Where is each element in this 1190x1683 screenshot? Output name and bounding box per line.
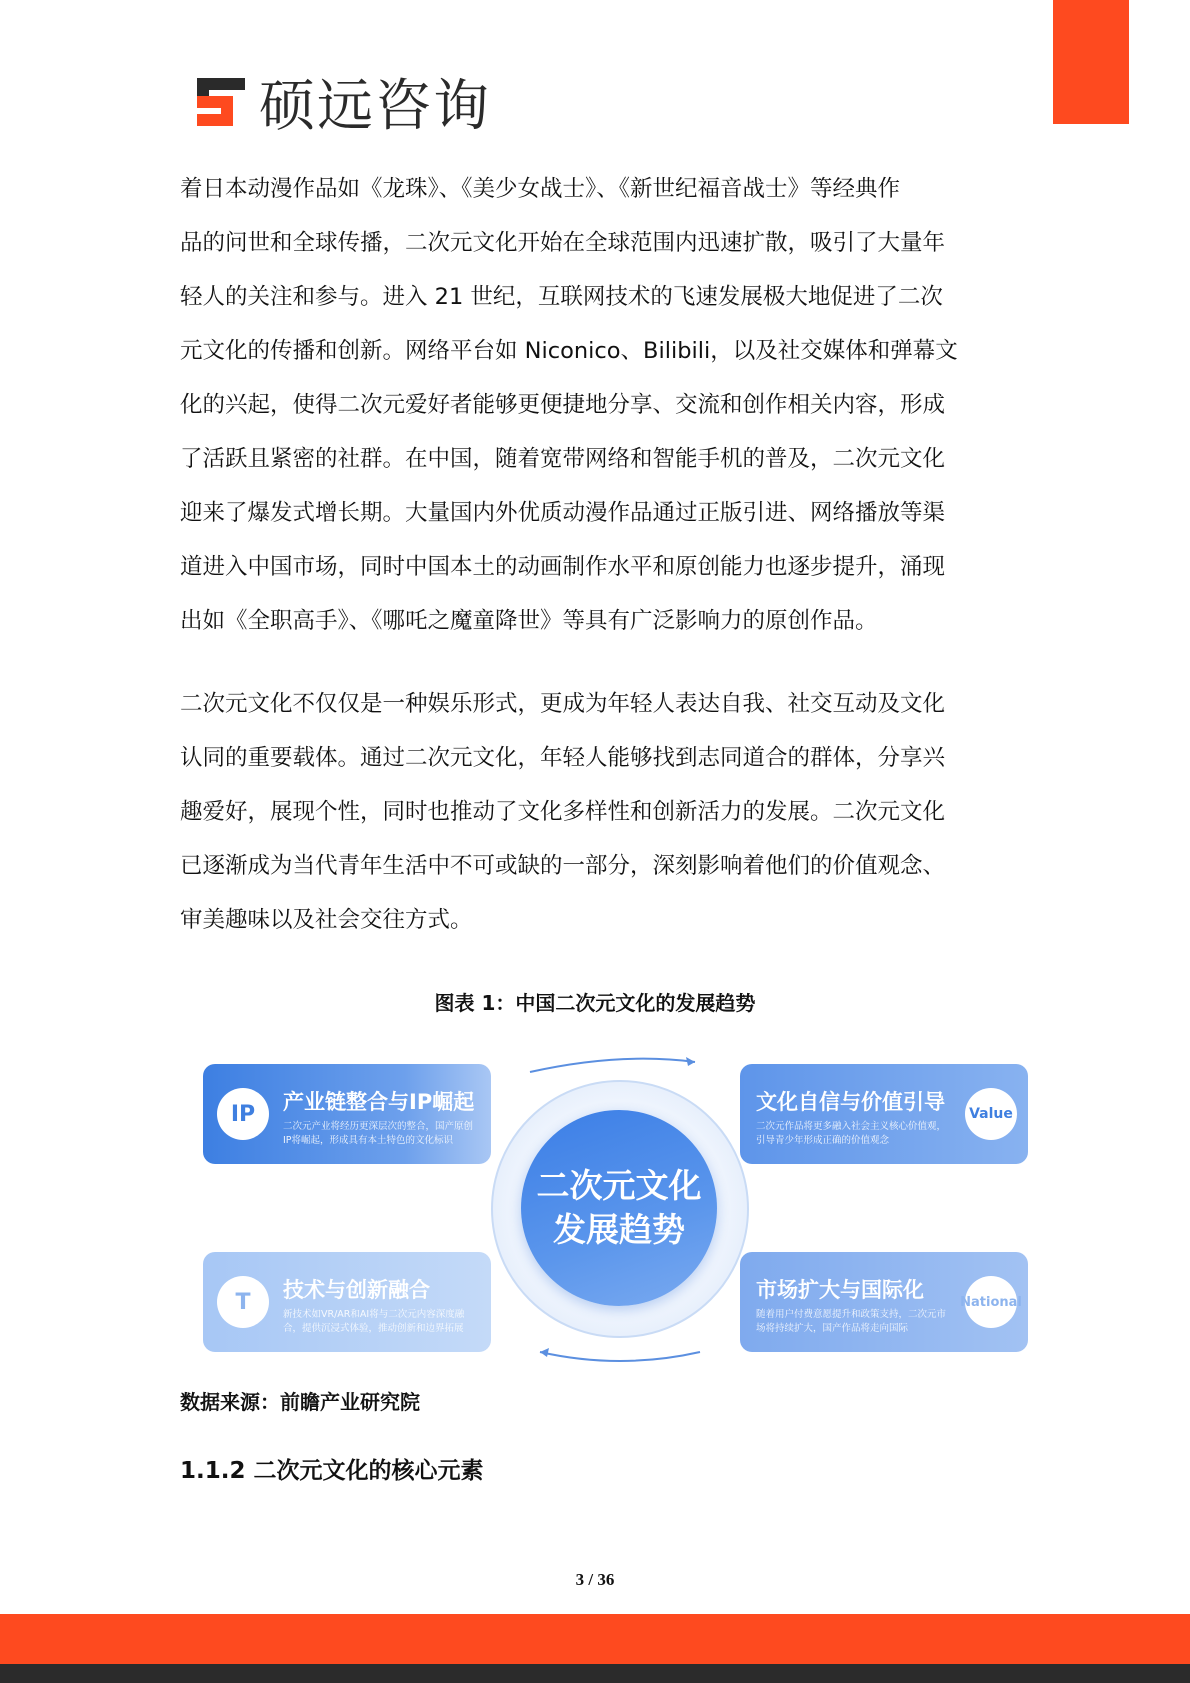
text-line: 轻人的关注和参与。进入 21 世纪，互联网技术的飞速发展极大地促进了二次	[180, 284, 943, 310]
box-title: 技术与创新融合	[283, 1278, 430, 1302]
text-line: 品的问世和全球传播，二次元文化开始在全球范围内迅速扩散，吸引了大量年	[180, 230, 946, 256]
corner-accent-block	[1053, 0, 1129, 124]
box-desc: 二次元产业将经历更深层次的整合，国产原创IP将崛起，形成具有本土特色的文化标识	[283, 1121, 474, 1146]
text-line: 化的兴起，使得二次元爱好者能够更便捷地分享、交流和创作相关内容，形成	[180, 392, 946, 418]
box-desc: 新技术如VR/AR和AI将与二次元内容深度融合，提供沉浸式体验，推动创新和边界拓展	[283, 1309, 465, 1334]
text-line: 审美趣味以及社会交往方式。	[180, 907, 473, 933]
paragraph-1	[180, 162, 1020, 648]
value-badge-icon: Value	[965, 1088, 1017, 1140]
figure-caption: 图表 1：中国二次元文化的发展趋势	[434, 991, 756, 1015]
ip-badge-icon: IP	[217, 1088, 269, 1140]
text-line: 着日本动漫作品如《龙珠》、《美少女战士》、《新世纪福音战士》等经典作	[180, 176, 901, 202]
text-line: 认同的重要载体。通过二次元文化，年轻人能够找到志同道合的群体，分享兴	[180, 745, 946, 771]
trend-box-ip	[203, 1064, 491, 1164]
text-line: 二次元文化不仅仅是一种娱乐形式，更成为年轻人表达自我、社交互动及文化	[180, 691, 946, 717]
center-line: 二次元文化	[536, 1166, 702, 1205]
data-source: 数据来源：前瞻产业研究院	[180, 1390, 420, 1414]
box-title: 文化自信与价值引导	[756, 1090, 945, 1114]
text-line: 元文化的传播和创新。网络平台如 Niconico、Bilibili，以及社交媒体和弹幕文	[180, 338, 958, 364]
box-desc: 二次元作品将更多融入社会主义核心价值观，引导青少年形成正确的价值观念	[756, 1121, 947, 1146]
footer-bar	[0, 1614, 1190, 1664]
text-line: 道进入中国市场，同时中国本土的动画制作水平和原创能力也逐步提升，涌现	[180, 554, 946, 580]
footer-bar-dark	[0, 1664, 1190, 1683]
center-line: 发展趋势	[553, 1210, 685, 1249]
national-badge-icon: National	[965, 1276, 1017, 1328]
trend-diagram	[200, 1052, 1032, 1367]
trend-box-market	[740, 1252, 1028, 1352]
text-line: 已逐渐成为当代青年生活中不可或缺的一部分，深刻影响着他们的价值观念、	[180, 853, 946, 879]
logo-text: 硕远咨询	[259, 74, 491, 139]
paragraph-2	[180, 677, 1020, 947]
center-circle	[483, 1062, 753, 1352]
box-title: 产业链整合与IP崛起	[283, 1090, 475, 1114]
t-badge-icon: T	[217, 1276, 269, 1328]
text-line: 出如《全职高手》、《哪吒之魔童降世》等具有广泛影响力的原创作品。	[180, 608, 878, 634]
text-line: 迎来了爆发式增长期。大量国内外优质动漫作品通过正版引进、网络播放等渠	[180, 500, 946, 526]
center-label	[521, 1110, 717, 1306]
box-desc: 随着用户付费意愿提升和政策支持，二次元市场将持续扩大，国产作品将走向国际	[756, 1309, 947, 1334]
logo	[193, 62, 491, 142]
box-title: 市场扩大与国际化	[756, 1278, 924, 1302]
text-line: 趣爱好，展现个性，同时也推动了文化多样性和创新活力的发展。二次元文化	[180, 799, 946, 825]
trend-box-value	[740, 1064, 1028, 1164]
page-number: 3 / 36	[575, 1570, 615, 1589]
text-line: 了活跃且紧密的社群。在中国，随着宽带网络和智能手机的普及，二次元文化	[180, 446, 946, 472]
logo-mark-icon	[193, 74, 249, 130]
section-heading: 1.1.2 二次元文化的核心元素	[180, 1458, 484, 1484]
trend-box-tech	[203, 1252, 491, 1352]
